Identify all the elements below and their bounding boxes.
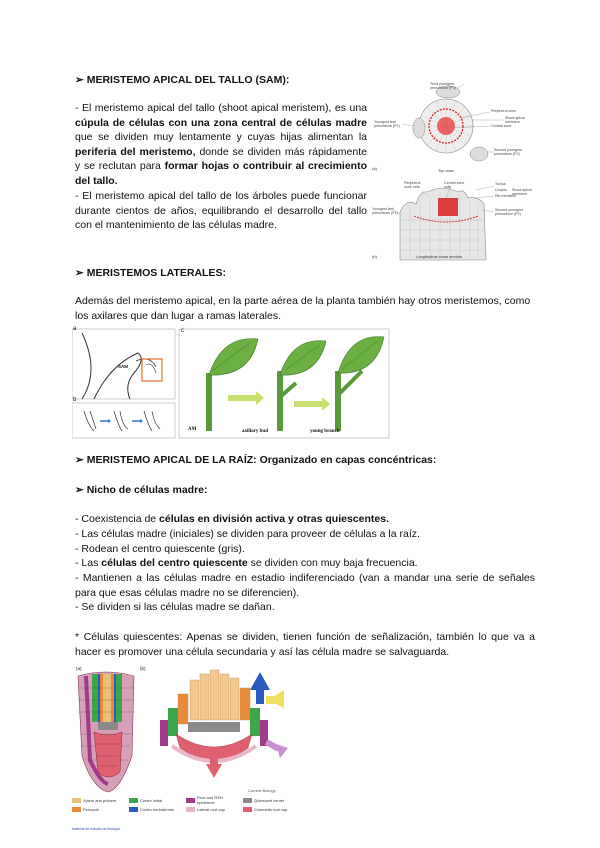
- legend-item: Cortex initial: [129, 795, 184, 805]
- sam-paragraph-2: - El meristemo apical del tallo de los árboles puede funcionar durante cientos de años, equilibrando el desarrollo del tallo con el mantenimiento de las células madre.: [75, 190, 367, 232]
- lat-label-a: a: [73, 326, 77, 332]
- laterales-heading: ➢ MERISTEMOS LATERALES:: [75, 267, 226, 279]
- lat-label-am: AM: [188, 427, 197, 432]
- sam-label-central-cells: Central zone cells: [444, 181, 465, 189]
- raiz-bullet-1: - Coexistencia de células en división activa y otras quiescentes.: [75, 513, 389, 525]
- root-figure: [72, 664, 298, 834]
- lat-label-sam: SAM: [118, 364, 128, 369]
- legend-item: Root and RSH epidermis: [186, 795, 241, 805]
- legend-item: Lateral root cap: [186, 807, 241, 812]
- sam-label-rib: Rib meristem: [495, 194, 517, 198]
- sam-label-sam: Shoot apical meristem: [505, 116, 525, 124]
- root-journal: Current Biology: [248, 788, 276, 793]
- sam-label-corpus: Corpus: [495, 188, 507, 192]
- sam-view-top: Top view: [438, 168, 454, 173]
- sam-label-peripheral: Peripheral zone: [491, 109, 517, 113]
- raiz-bullet-2: - Las células madre (iniciales) se dividen para proveer de células a la raíz.: [75, 528, 420, 540]
- raiz-subheading: ➢ Nicho de células madre:: [75, 484, 208, 496]
- sam-label-periph-cells: Peripheral zone cells: [404, 181, 421, 189]
- root-label-a: (a): [76, 666, 82, 671]
- raiz-note: * Células quiescentes: Apenas se dividen, tienen función de señalización, también lo que va a hacer es promover una célula secundaria y así las célula madre se salvaguarda.: [75, 631, 535, 658]
- sam-label-central: Central zone: [491, 124, 512, 128]
- laterales-paragraph: Además del meristemo apical, en la parte aérea de la planta también hay otros meristemos, como los axilares que dan lugar a ramas laterales.: [75, 295, 531, 322]
- lat-label-b: b: [73, 397, 77, 403]
- raiz-heading: ➢ MERISTEMO APICAL DE LA RAÍZ: Organizado en capas concéntricas:: [75, 454, 437, 466]
- sam-label-a: (a): [372, 166, 377, 171]
- root-legend: [72, 795, 298, 812]
- raiz-bullet-3: - Rodean el centro quiescente (gris).: [75, 543, 245, 555]
- lat-label-young: young branch: [310, 429, 340, 434]
- sam-label-tunica: Tunica: [495, 182, 506, 186]
- sam-label-p3: Third youngest primordium (P3): [430, 82, 456, 90]
- lat-label-axillary: axillary bud: [242, 429, 268, 434]
- laterales-figure: [72, 325, 390, 441]
- sam-paragraph-1: - El meristemo apical del tallo (shoot apical meristem), es una cúpula de células con una zona central de células madre que se dividen muy lentamente y cuyas hijas alimentan la periferia del meristemo, donde se dividen más rápidamente y se reclutan para formar hojas o contribuir al crecimiento del tallo.: [75, 102, 367, 187]
- sam-label-b: (b): [372, 254, 377, 259]
- legend-item: Quiescent center: [243, 795, 298, 805]
- sam-view-long: Longitudinal cross section: [416, 254, 463, 259]
- legend-item: Pericycle: [72, 807, 127, 812]
- sam-label-p1: Youngest leaf primordium (P1): [374, 120, 400, 128]
- lateral-diagram: [72, 325, 390, 441]
- legend-item: Cortex endodermis: [129, 807, 184, 812]
- raiz-bullet-6: - Se dividen si las células madre se dañan.: [75, 601, 275, 613]
- lat-label-c: c: [181, 328, 184, 334]
- sam-label-p2b: Second youngest primordium (P2): [495, 208, 523, 216]
- root-footer: material de estudio de biología: [72, 827, 120, 831]
- root-label-b: (b): [140, 666, 146, 671]
- root-diagram: [72, 664, 298, 794]
- legend-item: Xylem and phloem: [72, 795, 127, 805]
- sam-diagram: [372, 80, 540, 262]
- sam-label-p1b: Youngest leaf primordium (P1): [372, 207, 398, 215]
- raiz-bullet-4: - Las células del centro quiescente se dividen con muy baja frecuencia.: [75, 557, 418, 569]
- raiz-bullet-5: - Mantienen a las células madre en estadio indiferenciado (van a mandar una serie de señales para que esas células madre no se diferencien).: [75, 572, 535, 599]
- sam-heading: ➢ MERISTEMO APICAL DEL TALLO (SAM):: [75, 74, 290, 86]
- sam-figure: [372, 80, 540, 262]
- sam-label-sam2: Shoot apical meristem: [512, 188, 532, 196]
- sam-label-p2: Second youngest primordium (P2): [494, 148, 522, 156]
- legend-item: Columella root cap: [243, 807, 298, 812]
